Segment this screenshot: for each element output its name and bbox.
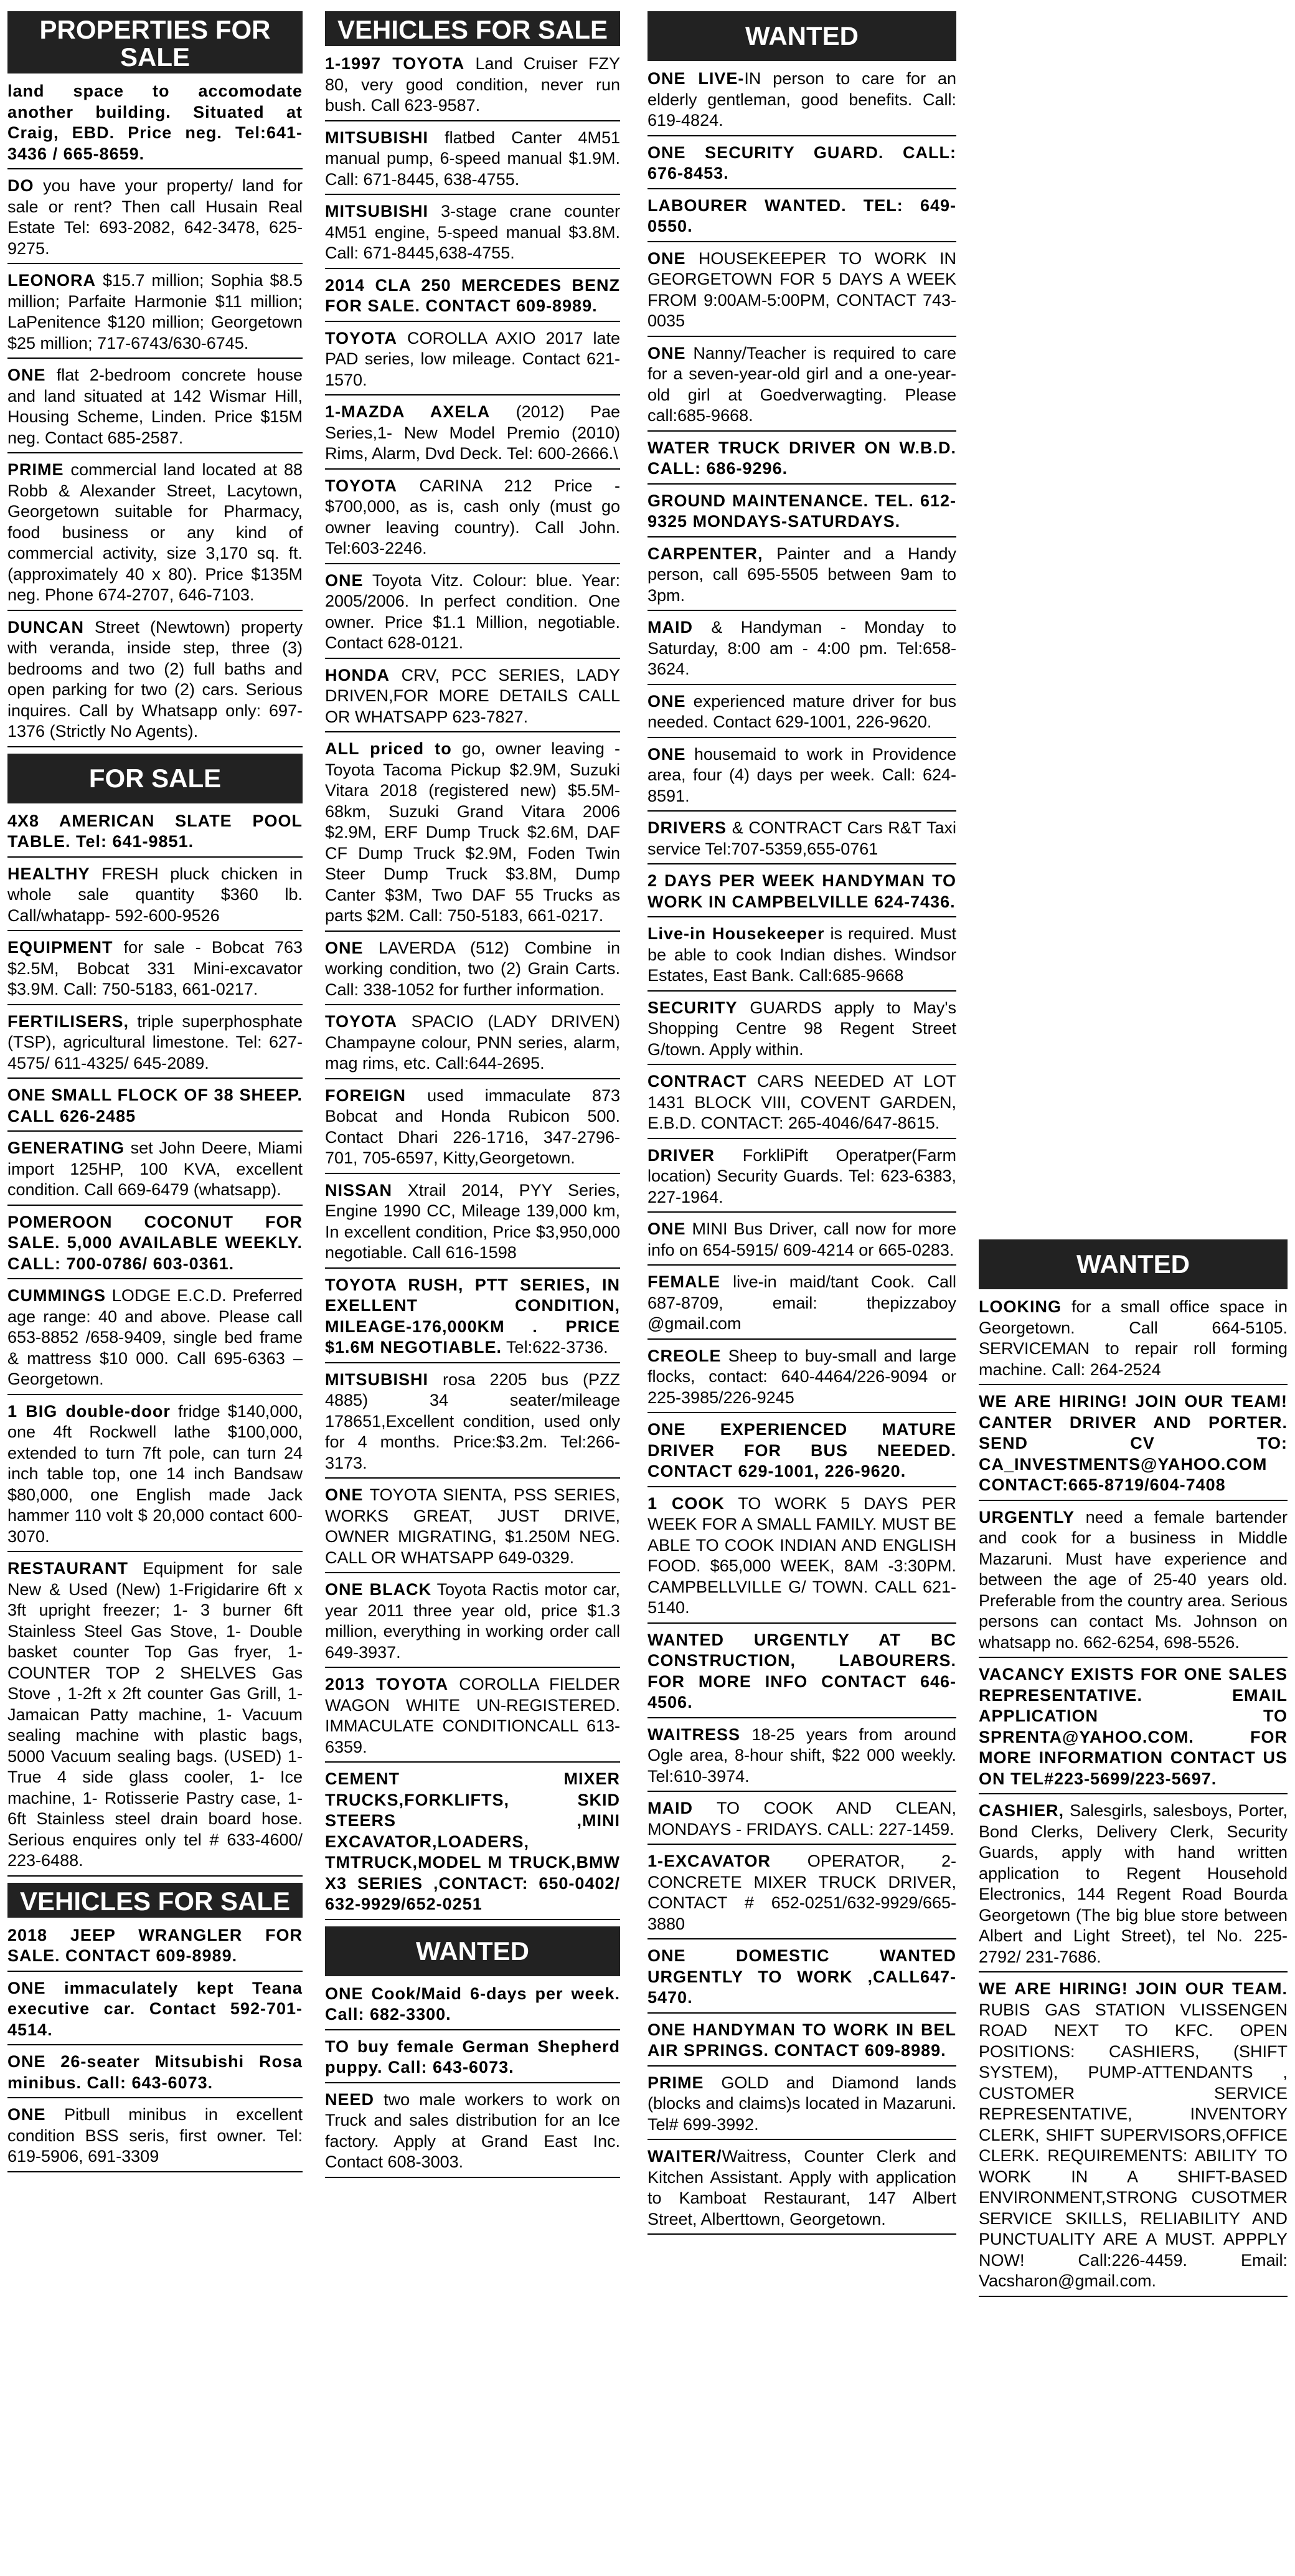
classified-ad bbox=[648, 1269, 956, 1340]
ad-lead-text: MITSUBISHI bbox=[325, 128, 429, 147]
ad-lead-text: CUMMINGS bbox=[7, 1286, 106, 1305]
ad-lead-text: 2013 TOYOTA bbox=[325, 1675, 449, 1693]
ad-lead-text: 2 DAYS PER WEEK HANDYMAN TO WORK IN CAMPBELVILLE 624-7436. bbox=[648, 871, 956, 911]
classified-ad bbox=[648, 1796, 956, 1845]
classified-ad bbox=[7, 1082, 303, 1132]
classified-ad bbox=[648, 2144, 956, 2235]
ad-body-text: need a female bartender and cook for a business in Middle Mazaruni. Must have experience and between the age of 25-40 years old. Preferable from the country area. Serious persons can contact Ms. Johnson on whatsapp no. 662-6254, 698-5526. bbox=[979, 1507, 1288, 1652]
ad-lead-text: WE ARE HIRING! JOIN OUR TEAM! CANTER DRIVER AND PORTER. SEND CV TO: CA_INVESTMENTS@YAHOO.COM CONTACT:665-8719/604-7408 bbox=[979, 1392, 1288, 1494]
classified-ad bbox=[648, 193, 956, 242]
classified-ad bbox=[7, 1976, 303, 2046]
ad-lead-text: DRIVER bbox=[648, 1145, 715, 1165]
ad-body-text: TO WORK 5 DAYS PER WEEK FOR A SMALL FAMILY. MUST BE ABLE TO COOK INDIAN AND ENGLISH FOOD. $65,000 WEEK, 8AM -3:30PM. CAMPBELLVILLE G/ TOWN. CALL 621-5140. bbox=[648, 1494, 956, 1617]
ad-lead-text: 1 BIG double-door bbox=[7, 1401, 171, 1421]
classified-ad bbox=[979, 1505, 1288, 1659]
ad-body-text: flatbed Canter 4M51 manual pump, 6-speed manual $1.9M. Call: 671-8445, 638-4755. bbox=[325, 128, 620, 189]
wanted-list bbox=[979, 1294, 1288, 2301]
classified-ad bbox=[325, 1981, 620, 2030]
ad-body-text: HOUSEKEEPER TO WORK IN GEORGETOWN FOR 5 DAYS A WEEK FROM 9:00AM-5:00PM, CONTACT 743-0035 bbox=[648, 249, 956, 330]
ad-body-text: two male workers to work on Truck and sales distribution for an Ice factory. Apply at Grand East Inc. Contact 608-3003. bbox=[325, 2090, 620, 2171]
classified-ad bbox=[648, 1722, 956, 1792]
classified-ad bbox=[7, 362, 303, 453]
classified-ad bbox=[7, 2102, 303, 2172]
classified-ad bbox=[648, 995, 956, 1066]
classified-ad bbox=[7, 1135, 303, 1206]
ad-lead-text: URGENTLY bbox=[979, 1507, 1075, 1527]
ad-lead-text: TOYOTA bbox=[325, 476, 398, 495]
classified-ad bbox=[325, 1272, 620, 1363]
ad-lead-text: VACANCY EXISTS FOR ONE SALES REPRESENTATIVE. EMAIL APPLICATION TO SPRENTA@YAHOO.COM. FOR MORE INFORMATION CONTACT US ON TEL#223-5699/223-5697. bbox=[979, 1665, 1288, 1788]
ad-lead-text: CASHIER, bbox=[979, 1801, 1065, 1820]
classified-ad bbox=[648, 541, 956, 612]
section-header-wanted: WANTED bbox=[648, 11, 956, 61]
ad-lead-text: DO bbox=[7, 176, 34, 195]
classified-ad bbox=[979, 1662, 1288, 1794]
column-2 bbox=[325, 9, 620, 2182]
classified-ad bbox=[325, 1672, 620, 1763]
ad-lead-text: ONE SECURITY GUARD. CALL: 676-8453. bbox=[648, 143, 956, 182]
ad-body-text: (2012) Pae Series,1- New Model Premio (2010) Rims, Alarm, Dvd Deck. Tel: 600-2666.\ bbox=[325, 402, 620, 463]
ad-lead-text: CREOLE bbox=[648, 1346, 722, 1365]
classified-ad bbox=[648, 1143, 956, 1213]
ad-lead-text: WAITRESS bbox=[648, 1725, 741, 1744]
ad-body-text: Toyota Vitz. Colour: blue. Year: 2005/2006. In perfect condition. One owner. Price $1.1 Million, negotiable. Contact 628-0121. bbox=[325, 571, 620, 652]
ad-lead-text: ONE bbox=[325, 1485, 364, 1504]
classified-ad bbox=[7, 1009, 303, 1079]
ad-body-text: Pitbull minibus in excellent condition BSS seris, first owner. Tel: 619-5906, 691-3309 bbox=[7, 2105, 303, 2166]
ad-body-text: Sheep to buy-small and large flocks, contact: 640-4464/226-9094 or 225-3985/226-9245 bbox=[648, 1346, 956, 1407]
ad-body-text: COROLLA AXIO 2017 late PAD series, low mileage. Contact 621-1570. bbox=[325, 328, 620, 389]
ad-lead-text: ONE Cook/Maid 6-days per week. Call: 682-3300. bbox=[325, 1984, 620, 2024]
ad-body-text: 3-stage crane counter 4M51 engine, 5-speed manual $3.8M. Call: 671-8445,638-4755. bbox=[325, 202, 620, 262]
ad-body-text: MINI Bus Driver, call now for more info on 654-5915/ 609-4214 or 665-0283. bbox=[648, 1219, 956, 1259]
classified-ad bbox=[7, 173, 303, 264]
ad-lead-text: WATER TRUCK DRIVER ON W.B.D. CALL: 686-9296. bbox=[648, 438, 956, 478]
classified-ad bbox=[325, 199, 620, 269]
ad-lead-text: NEED bbox=[325, 2090, 375, 2109]
ad-body-text: is required. Must be able to cook Indian dishes. Windsor Estates, East Bank. Call:685-9668 bbox=[648, 924, 957, 985]
classified-ad bbox=[7, 1923, 303, 1972]
ad-body-text: used immaculate 873 Bobcat and Honda Rubicon 500. Contact Dhari 226-1716, 347-2796-701, 705-6597, Kitty,Georgetown. bbox=[325, 1086, 620, 1167]
classified-ad bbox=[7, 78, 303, 169]
ad-lead-text: ONE EXPERIENCED MATURE DRIVER FOR BUS NEEDED. CONTACT 629-1001, 226-9620. bbox=[648, 1420, 956, 1480]
ad-lead-text: ONE bbox=[648, 343, 686, 362]
classified-ad bbox=[648, 1943, 956, 2014]
classified-ad bbox=[648, 1343, 956, 1414]
classified-ad bbox=[648, 815, 956, 864]
ad-lead-text: 2014 CLA 250 MERCEDES BENZ FOR SALE. CONTACT 609-8989. bbox=[325, 275, 620, 315]
classified-ad bbox=[648, 615, 956, 685]
classified-ad bbox=[648, 742, 956, 812]
ad-body-text: & CONTRACT Cars R&T Taxi service Tel:707-5359,655-0761 bbox=[648, 818, 956, 858]
classified-ad bbox=[648, 246, 956, 337]
for-sale-list bbox=[7, 808, 303, 1880]
ad-body-text: for sale - Bobcat 763 $2.5M, Bobcat 331 Mini-excavator $3.9M. Call: 750-5183, 661-0217. bbox=[7, 938, 303, 998]
ad-body-text: LAVERDA (512) Combine in working condition, two (2) Grain Carts. Call: 338-1052 for further information. bbox=[325, 938, 620, 999]
classified-ad bbox=[7, 1399, 303, 1553]
classified-ad bbox=[979, 1976, 1288, 2297]
section-header-wanted: WANTED bbox=[325, 1926, 620, 1976]
ad-lead-text: ONE bbox=[648, 249, 686, 268]
classified-ad bbox=[7, 1210, 303, 1280]
ad-lead-text: TOYOTA RUSH, PTT SERIES, IN EXELLENT CONDITION, MILEAGE-176,000KM . PRICE $1.6M NEGOTIABLE. bbox=[325, 1275, 620, 1357]
ad-body-text: Waitress, Counter Clerk and Kitchen Assistant. Apply with application to Kamboat Restaurant, 147 Albert Street, Alberttown, Georgetown. bbox=[648, 2147, 956, 2228]
ad-lead-text: HEALTHY bbox=[7, 864, 90, 883]
ad-body-text: Street (Newtown) property with veranda, inside step, three (3) bedrooms and two (2) full baths and open parking for two (2) cars. Serious inquires. Call by Whatsapp only: 697-1376 (Strictly No Agents). bbox=[7, 617, 303, 741]
ad-lead-text: ONE bbox=[325, 571, 364, 590]
ad-lead-text: HONDA bbox=[325, 665, 390, 684]
ad-lead-text: POMEROON COCONUT FOR SALE. 5,000 AVAILABLE WEEKLY. CALL: 700-0786/ 603-0361. bbox=[7, 1212, 303, 1273]
classified-ad bbox=[7, 861, 303, 932]
ad-lead-text: ONE LIVE- bbox=[648, 69, 745, 88]
classified-ad bbox=[648, 1627, 956, 1718]
ad-lead-text: 4X8 AMERICAN SLATE POOL TABLE. Tel: 641-9851. bbox=[7, 811, 303, 851]
ad-lead-text: DUNCAN bbox=[7, 617, 84, 637]
ad-body-text: CRV, PCC SERIES, LADY DRIVEN,FOR MORE DETAILS CALL OR WHATSAPP 623-7827. bbox=[325, 665, 620, 726]
ad-body-text: set John Deere, Miami import 125HP, 100 KVA, excellent condition. Call 669-6479 (whatsapp). bbox=[7, 1139, 303, 1199]
classified-ad bbox=[325, 663, 620, 733]
ad-body-text: fridge $140,000, one 4ft Rockwell lathe $100,000, extended to turn 7ft pole, can turn 24 inch table top, one 14 inch Bandsaw $80,000, one English made Jack hammer 110 volt $ 20,000 contact 600-3070. bbox=[7, 1401, 303, 1546]
classified-ad bbox=[648, 1417, 956, 1487]
classified-ad bbox=[648, 435, 956, 485]
ad-lead-text: 1-MAZDA AXELA bbox=[325, 402, 491, 421]
classified-ad bbox=[648, 341, 956, 432]
classified-ad bbox=[648, 1491, 956, 1624]
ad-body-text: GOLD and Diamond lands (blocks and claims)s located in Mazaruni. Tel# 699-3992. bbox=[648, 2073, 956, 2134]
ad-body-text: experienced mature driver for bus needed. Contact 629-1001, 226-9620. bbox=[648, 691, 956, 731]
column-4 bbox=[979, 1237, 1288, 2301]
column-3 bbox=[648, 9, 956, 2238]
ad-body-text: you have your property/ land for sale or rent? Then call Husain Real Estate Tel: 693-2082, 642-3478, 625-9275. bbox=[7, 176, 303, 258]
ad-lead-text: FEMALE bbox=[648, 1272, 720, 1291]
ad-lead-text: ONE DOMESTIC WANTED URGENTLY TO WORK ,CALL647-5470. bbox=[648, 1946, 956, 2007]
ad-lead-text: PRIME bbox=[648, 2073, 704, 2092]
classified-ad bbox=[325, 568, 620, 659]
ad-body-text: Xtrail 2014, PYY Series, Engine 1990 CC, Mileage 139,000 km, In excellent condition, Price $3,950,000 negotiable. Call 616-1598 bbox=[325, 1180, 620, 1262]
classified-ad bbox=[325, 1009, 620, 1079]
ad-lead-text: WAITER/ bbox=[648, 2147, 722, 2166]
ad-body-text: CARS NEEDED AT LOT 1431 BLOCK VIII, COVENT GARDEN, E.B.D. CONTACT: 265-4046/647-8615. bbox=[648, 1072, 956, 1132]
classified-ad bbox=[7, 457, 303, 611]
ad-lead-text: CEMENT MIXER TRUCKS,FORKLIFTS, SKID STEERS ,MINI EXCAVATOR,LOADERS, TMTRUCK,MODEL M TRUCK,BMW X3 SERIES ,CONTACT: 650-0402/ 632-9929/652-0251 bbox=[325, 1769, 620, 1913]
ad-body-text: OPERATOR, 2- CONCRETE MIXER TRUCK DRIVER, CONTACT # 652-0251/632-9929/665-3880 bbox=[648, 1852, 956, 1933]
vehicles-list bbox=[7, 1923, 303, 2176]
classified-ad bbox=[325, 2087, 620, 2178]
ad-lead-text: ALL priced to bbox=[325, 739, 452, 758]
ad-lead-text: MITSUBISHI bbox=[325, 1370, 429, 1389]
ad-body-text: Tel:622-3736. bbox=[502, 1338, 608, 1357]
ad-lead-text: CONTRACT bbox=[648, 1072, 747, 1091]
ad-body-text: $15.7 million; Sophia $8.5 million; Parfaite Harmonie $11 million; LaPenitence $120 million; Georgetown $25 million; 717-6743/630-6745. bbox=[7, 271, 303, 353]
classified-ad bbox=[325, 125, 620, 196]
ad-body-text: TO COOK AND CLEAN, MONDAYS - FRIDAYS. CALL: 227-1459. bbox=[648, 1799, 956, 1839]
ad-lead-text: ONE bbox=[648, 1219, 686, 1238]
ad-lead-text: EQUIPMENT bbox=[7, 938, 113, 957]
classified-ad bbox=[325, 736, 620, 932]
classified-ad bbox=[979, 1798, 1288, 1972]
classified-ad bbox=[325, 473, 620, 564]
ad-lead-text: PRIME bbox=[7, 460, 64, 479]
ad-body-text: housemaid to work in Providence area, four (4) days per week. Call: 624-8591. bbox=[648, 744, 956, 805]
ad-body-text: & Handyman - Monday to Saturday, 8:00 am - 4:00 pm. Tel:658-3624. bbox=[648, 618, 956, 678]
ad-lead-text: FERTILISERS, bbox=[7, 1011, 130, 1031]
wanted-list bbox=[325, 1981, 620, 2182]
ad-body-text: Land Cruiser FZY 80, very good condition, never run bush. Call 623-9587. bbox=[325, 54, 621, 115]
classified-ad bbox=[648, 868, 956, 917]
ad-lead-text: ONE HANDYMAN TO WORK IN BEL AIR SPRINGS. CONTACT 609-8989. bbox=[648, 2020, 956, 2060]
ad-lead-text: DRIVERS bbox=[648, 818, 727, 837]
properties-list bbox=[7, 78, 303, 751]
classified-ad bbox=[325, 1766, 620, 1920]
classified-ad bbox=[7, 1556, 303, 1877]
classified-ad bbox=[648, 66, 956, 136]
classified-ad bbox=[325, 51, 620, 121]
ad-body-text: live-in maid/tant Cook. Call 687-8709, email: thepizzaboy @gmail.com bbox=[648, 1272, 956, 1333]
ad-body-text: GUARDS apply to May's Shopping Centre 98 Regent Street G/town. Apply within. bbox=[648, 998, 956, 1059]
ad-body-text: Toyota Ractis motor car, year 2011 three year old, price $1.3 million, everything in working order call 649-3937. bbox=[325, 1580, 620, 1662]
ad-body-text: LODGE E.C.D. Preferred age range: 40 and above. Please call 653-8852 /658-9409, single bed frame & mattress $10 000. Call 695-6363 – Georgetown. bbox=[7, 1286, 303, 1388]
section-header-properties: PROPERTIES FOR SALE bbox=[7, 11, 303, 73]
classified-ad bbox=[325, 1178, 620, 1269]
classified-ad bbox=[648, 2070, 956, 2141]
ad-lead-text: LEONORA bbox=[7, 271, 96, 290]
classified-ad bbox=[325, 1577, 620, 1668]
ad-lead-text: ONE BLACK bbox=[325, 1580, 432, 1599]
section-header-vehicles: VEHICLES FOR SALE bbox=[7, 1883, 303, 1918]
ad-lead-text: RESTAURANT bbox=[7, 1559, 128, 1578]
ad-body-text: 18-25 years from around Ogle area, 8-hour shift, $22 000 weekly. Tel:610-3974. bbox=[648, 1725, 956, 1786]
section-header-for-sale: FOR SALE bbox=[7, 754, 303, 803]
ad-lead-text: ONE bbox=[325, 938, 364, 957]
classified-ad bbox=[648, 140, 956, 189]
ad-body-text: COROLLA FIELDER WAGON WHITE UN-REGISTERED. IMMACULATE CONDITIONCALL 613-6359. bbox=[325, 1675, 620, 1756]
ad-lead-text: LABOURER WANTED. TEL: 649-0550. bbox=[648, 196, 956, 235]
classified-ad bbox=[325, 1083, 620, 1174]
ad-lead-text: CARPENTER, bbox=[648, 544, 763, 563]
ad-lead-text: WANTED URGENTLY AT BC CONSTRUCTION, LABOURERS. FOR MORE INFO CONTACT 646-4506. bbox=[648, 1630, 956, 1712]
classified-ad bbox=[325, 326, 620, 396]
ad-body-text: FRESH pluck chicken in whole sale quantity $360 lb. Call/whatapp- 592-600-9526 bbox=[7, 864, 303, 925]
ad-lead-text: FOREIGN bbox=[325, 1086, 407, 1105]
ad-lead-text: land space to accomodate another building. Situated at Craig, EBD. Price neg. Tel:641-3436 / 665-8659. bbox=[7, 82, 303, 163]
classified-ad bbox=[7, 2049, 303, 2098]
ad-body-text: CARINA 212 Price - $700,000, as is, cash only (must go owner leaving country). Call John. Tel:603-2246. bbox=[325, 476, 620, 557]
classified-ad bbox=[7, 935, 303, 1005]
classified-ad bbox=[648, 2017, 956, 2067]
ad-lead-text: ONE bbox=[7, 2105, 46, 2124]
classified-ad bbox=[979, 1389, 1288, 1501]
ad-body-text: SPACIO (LADY DRIVEN) Champayne colour, PNN series, alarm, mag rims, etc. Call:644-2695. bbox=[325, 1012, 620, 1073]
vehicles-list bbox=[325, 51, 620, 1924]
classified-ad bbox=[648, 1069, 956, 1139]
ad-lead-text: 1-1997 TOYOTA bbox=[325, 54, 465, 73]
ad-lead-text: GROUND MAINTENANCE. TEL. 612-9325 MONDAYS-SATURDAYS. bbox=[648, 491, 956, 531]
section-header-vehicles: VEHICLES FOR SALE bbox=[325, 11, 620, 46]
ad-body-text: TOYOTA SIENTA, PSS SERIES, WORKS GREAT, JUST DRIVE, OWNER MIGRATING, $1.250M NEG. CALL OR WHATSAPP 649-0329. bbox=[325, 1485, 620, 1567]
ad-lead-text: MAID bbox=[648, 618, 693, 637]
ad-body-text: triple superphosphate (TSP), agricultural limestone. Tel: 627-4575/ 611-4325/ 645-2089. bbox=[7, 1011, 303, 1073]
ad-lead-text: ONE SMALL FLOCK OF 38 SHEEP. CALL 626-2485 bbox=[7, 1086, 303, 1125]
classified-ad bbox=[325, 2034, 620, 2083]
classified-ad bbox=[648, 1216, 956, 1266]
ad-lead-text: ONE bbox=[648, 744, 686, 764]
classified-ad bbox=[325, 935, 620, 1006]
column-1 bbox=[7, 9, 303, 2176]
ad-lead-text: 1-EXCAVATOR bbox=[648, 1852, 771, 1870]
ad-body-text: Nanny/Teacher is required to care for a seven-year-old girl and a one-year-old girl at Goedverwagting. Please call:685-9668. bbox=[648, 343, 956, 425]
ad-lead-text: ONE immaculately kept Teana executive car. Contact 592-701-4514. bbox=[7, 1978, 303, 2039]
classified-ad bbox=[325, 1367, 620, 1479]
classified-ad bbox=[648, 921, 956, 992]
classified-ad bbox=[325, 273, 620, 322]
classified-ad bbox=[7, 268, 303, 359]
ad-body-text: RUBIS GAS STATION VLISSENGEN ROAD NEXT TO KFC. OPEN POSITIONS: CASHIERS, (SHIFT SYSTEM), PUMP-ATTENDANTS , CUSTOMER SERVICE REPRESENTATIVE, INVENTORY CLERK, SHIFT SUPERVISORS,OFFICE CLERK. REQUIREMENTS: ABILITY TO WORK IN A SHIFT-BASED ENVIRONMENT,STRONG CUSOTMER SERVICE SKILLS, RELIABILITY AND PUNCTUALITY ARE A MUST. APPPLY NOW! Call:226-4459. Email: Vacsharon@gmail.com. bbox=[979, 2000, 1288, 2290]
ad-body-text: commercial land located at 88 Robb & Alexander Street, Lacytown, Georgetown suitable for Pharmacy, food business or any kind of commercial activity, size 3,170 sq. ft. (approximately 40 x 80). Price $135M neg. Phone 674-2707, 646-7103. bbox=[7, 460, 303, 604]
ad-lead-text: NISSAN bbox=[325, 1180, 393, 1200]
ad-lead-text: MAID bbox=[648, 1799, 693, 1817]
ad-body-text: go, owner leaving - Toyota Tacoma Pickup $2.9M, Suzuki Vitara 2018 (registered new) $5.5M-68km, Suzuki Grand Vitara 2006 $2.9M, ERF Dump Truck $2.6M, DAF CF Dump Truck $2.9M, Foden Twin Steer Dump Truck $3.8M, Dump Canter $3M, Two DAF 55 Trucks as parts $2M. Call: 750-5183, 661-0217. bbox=[325, 739, 620, 925]
ad-body-text: Painter and a Handy person, call 695-5505 between 9am to 3pm. bbox=[648, 544, 956, 605]
ad-lead-text: 2018 JEEP WRANGLER FOR SALE. CONTACT 609-8989. bbox=[7, 1925, 303, 1965]
ad-body-text: flat 2-bedroom concrete house and land situated at 142 Wismar Hill, Housing Scheme, Linden. Price $15M neg. Contact 685-2587. bbox=[7, 366, 303, 447]
ad-body-text: Salesgirls, salesboys, Porter, Bond Clerks, Delivery Clerk, Security Guards, apply with hand written application to Regent Household Electronics, 144 Regent Road Bourda Georgetown (The big blue store between Albert and Light Street), tel No. 225-2792/ 231-7686. bbox=[979, 1801, 1288, 1966]
classified-ad bbox=[979, 1294, 1288, 1385]
ad-lead-text: SECURITY bbox=[648, 998, 738, 1017]
classified-ad bbox=[7, 808, 303, 858]
classified-ad bbox=[7, 1283, 303, 1395]
ad-lead-text: ONE 26-seater Mitsubishi Rosa minibus. Call: 643-6073. bbox=[7, 2052, 303, 2092]
ad-lead-text: ONE bbox=[648, 691, 686, 711]
classified-ad bbox=[648, 1849, 956, 1939]
classified-ad bbox=[325, 399, 620, 470]
ad-lead-text: TO buy female German Shepherd puppy. Call: 643-6073. bbox=[325, 2037, 620, 2076]
ad-lead-text: GENERATING bbox=[7, 1139, 125, 1157]
ad-body-text: for a small office space in Georgetown. Call 664-5105. SERVICEMAN to repair roll forming machine. Call: 264-2524 bbox=[979, 1297, 1288, 1379]
ad-body-text: IN person to care for an elderly gentleman, good benefits. Call: 619-4824. bbox=[648, 69, 956, 130]
ad-lead-text: TOYOTA bbox=[325, 328, 398, 348]
classified-ad bbox=[7, 615, 303, 747]
classified-ad bbox=[648, 488, 956, 537]
ad-lead-text: ONE bbox=[7, 366, 46, 384]
ad-lead-text: 1 COOK bbox=[648, 1494, 725, 1513]
classified-ad bbox=[648, 689, 956, 738]
ad-body-text: Equipment for sale New & Used (New) 1-Frigidarire 6ft x 3ft upright freezer; 1- 3 burner 6ft Stainless Steel Gas Stove, 1- Double basket counter Top Gas fryer, 1-COUNTER TOP 2 SHELVES Gas Stove , 1-2ft x 2ft counter Gas Grill, 1- Jamaican Patty machine, 1- Vacuum sealing machine with plastic bags, 5000 Vacuum sealing bags. (USED) 1-True 4 side glass cooler, 1- Ice machine, 1- Rotisserie Pastry case, 1- 6ft Stainless steel drain board hose. Serious enquires only tel # 633-4600/ 223-6488. bbox=[7, 1559, 303, 1870]
classified-ad bbox=[325, 1482, 620, 1573]
section-header-wanted: WANTED bbox=[979, 1239, 1288, 1289]
ad-lead-text: TOYOTA bbox=[325, 1012, 398, 1031]
ad-body-text: ForkliPift Operatper(Farm location) Security Guards. Tel: 623-6383, 227-1964. bbox=[648, 1145, 956, 1206]
ad-lead-text: MITSUBISHI bbox=[325, 202, 429, 220]
ad-lead-text: Live-in Housekeeper bbox=[648, 924, 825, 943]
ad-body-text: rosa 2205 bus (PZZ 4885) 34 seater/mileage 178651,Excellent condition, used only for 4 months. Price:$3.2m. Tel:266-3173. bbox=[325, 1370, 620, 1472]
ad-lead-text: WE ARE HIRING! JOIN OUR TEAM. bbox=[979, 1979, 1288, 1998]
wanted-list bbox=[648, 66, 956, 2238]
ad-lead-text: LOOKING bbox=[979, 1297, 1062, 1316]
